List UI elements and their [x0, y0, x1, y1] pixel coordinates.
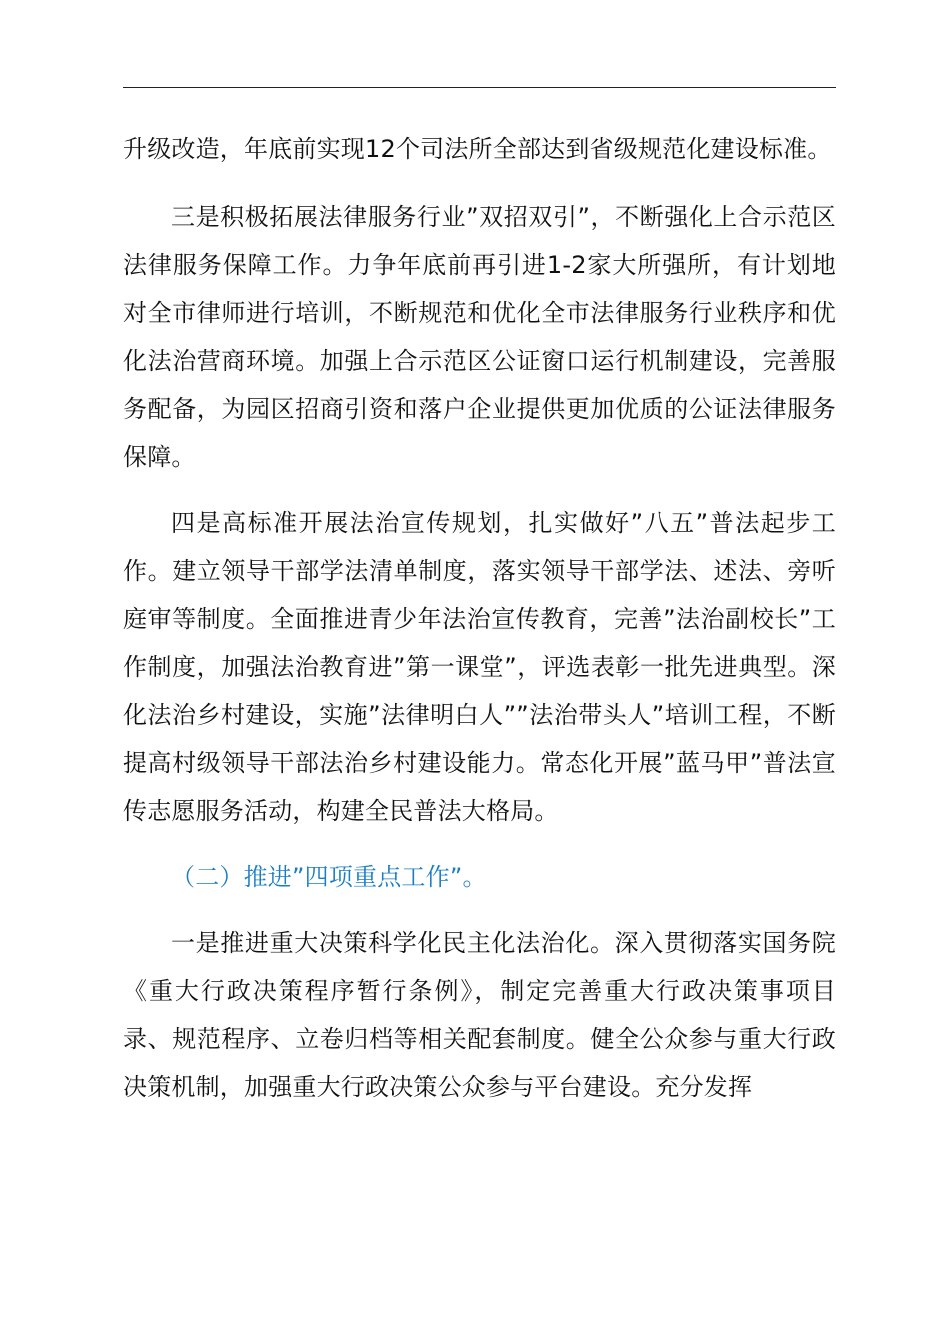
paragraph-legal-publicity: 四是高标准开展法治宣传规划，扎实做好”八五”普法起步工作。建立领导干部学法清单制度，落实领导干部学法、述法、旁听庭审等制度。全面推进青少年法治宣传教育，完善”法治副校长”工作制度，加强法治教育进”第一课堂”，评选表彰一批先进典型。深化法治乡村建设，实施”法律明白人””法治带头人”培训工程，不断提高村级领导干部法治乡村建设能力。常态化开展”蓝马甲”普法宣传志愿服务活动，构建全民普法大格局。 [123, 509, 836, 825]
paragraph-legal-services: 三是积极拓展法律服务行业”双招双引”，不断强化上合示范区法律服务保障工作。力争年底前再引进1-2家大所强所，有计划地对全市律师进行培训，不断规范和优化全市法律服务行业秩序和优化法治营商环境。加强上合示范区公证窗口运行机制建设，完善服务配备，为园区招商引资和落户企业提供更加优质的公证法律服务保障。 [123, 203, 836, 471]
header-rule [123, 87, 836, 88]
section-heading: （二）推进”四项重点工作”。 [171, 863, 487, 891]
paragraph-continuation: 升级改造，年底前实现12个司法所全部达到省级规范化建设标准。 [123, 135, 832, 163]
paragraph-major-decisions: 一是推进重大决策科学化民主化法治化。深入贯彻落实国务院《重大行政决策程序暂行条例》，制定完善重大行政决策事项目录、规范程序、立卷归档等相关配套制度。健全公众参与重大行政决策机制，加强重大行政决策公众参与平台建设。充分发挥 [123, 929, 836, 1101]
document-body [123, 125, 836, 1129]
